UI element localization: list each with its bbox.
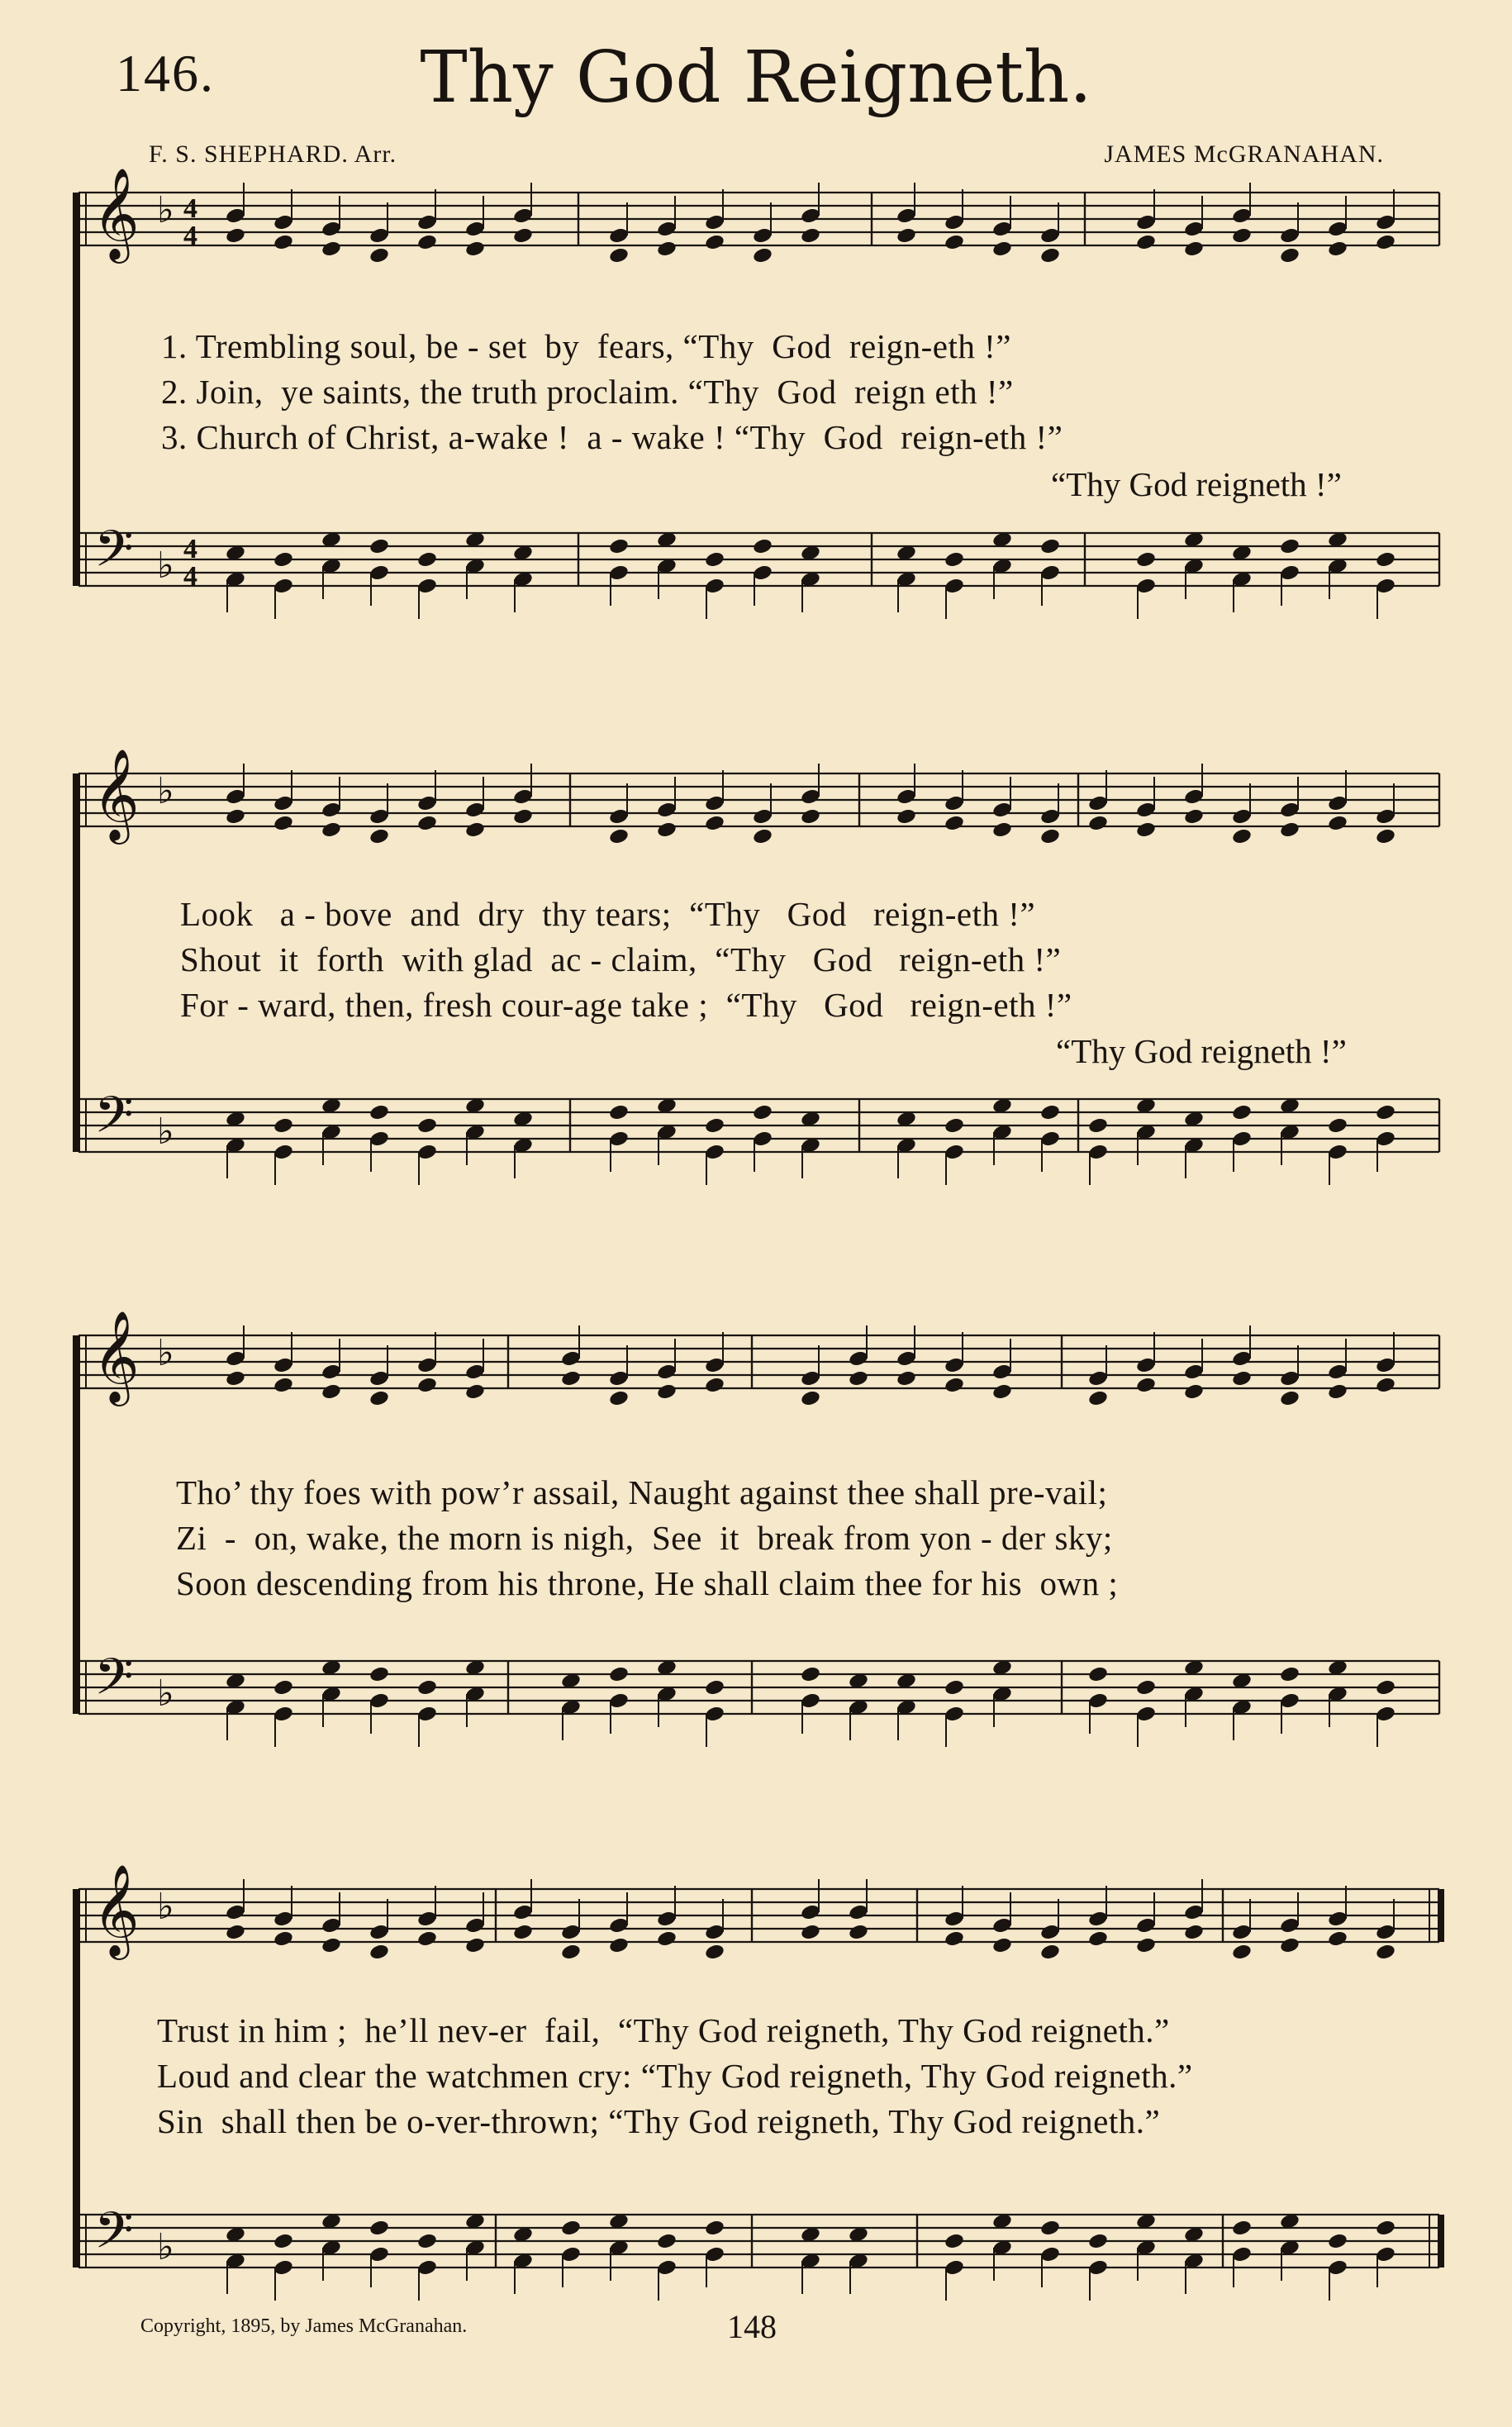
bass-clef: 𝄢 bbox=[94, 2201, 134, 2272]
note-head bbox=[1327, 240, 1348, 258]
verse-2-line: 2. Join, ye saints, the truth proclaim. “Thy God reign eth !” bbox=[161, 373, 1014, 411]
note-head bbox=[944, 2232, 965, 2250]
refrain-text: “Thy God reigneth !” bbox=[1051, 465, 1342, 503]
note-head bbox=[225, 1369, 246, 1387]
system-bracket bbox=[73, 1335, 80, 1714]
note-head bbox=[1135, 821, 1157, 839]
note-head bbox=[800, 1389, 821, 1407]
note-head bbox=[273, 1930, 294, 1948]
note-head bbox=[368, 1943, 390, 1961]
note-head bbox=[1231, 1103, 1253, 1121]
flat-sign: ♭ bbox=[157, 2226, 174, 2268]
system-bracket bbox=[73, 193, 80, 586]
note-head bbox=[704, 1116, 725, 1135]
note-head bbox=[1039, 1943, 1061, 1961]
note-head bbox=[225, 226, 246, 245]
note-head bbox=[416, 1376, 438, 1394]
note-head bbox=[1279, 821, 1300, 839]
note-head bbox=[704, 1943, 725, 1961]
system-bracket bbox=[73, 1889, 80, 2268]
note-head bbox=[321, 240, 342, 258]
note-head bbox=[1087, 1116, 1109, 1135]
bass-clef: 𝄢 bbox=[94, 1086, 134, 1157]
note-head bbox=[273, 814, 294, 832]
flat-sign: ♭ bbox=[157, 189, 174, 231]
note-head bbox=[1087, 1389, 1109, 1407]
note-head bbox=[1087, 1665, 1109, 1683]
note-head bbox=[991, 1382, 1013, 1401]
note-head bbox=[1279, 1936, 1300, 1954]
note-head bbox=[1375, 233, 1396, 251]
note-head bbox=[608, 1103, 630, 1121]
treble-clef: 𝄞 bbox=[93, 1310, 140, 1402]
note-head bbox=[273, 1678, 294, 1697]
note-head bbox=[1375, 1103, 1396, 1121]
note-head bbox=[1135, 233, 1157, 251]
note-head bbox=[1039, 2219, 1061, 2237]
note-head bbox=[1327, 814, 1348, 832]
note-head bbox=[1327, 1382, 1348, 1401]
note-head bbox=[1327, 2232, 1348, 2250]
note-head bbox=[1231, 2219, 1253, 2237]
note-head bbox=[273, 550, 294, 569]
verse-2-line: Shout it forth with glad ac - claim, “Thy God reign-eth !” bbox=[180, 940, 1062, 978]
note-head bbox=[704, 1678, 725, 1697]
note-head bbox=[944, 1116, 965, 1135]
note-head bbox=[944, 233, 965, 251]
note-head bbox=[1039, 1103, 1061, 1121]
note-head bbox=[368, 1103, 390, 1121]
note-head bbox=[896, 807, 917, 826]
note-head bbox=[1039, 537, 1061, 555]
note-head bbox=[225, 807, 246, 826]
bass-clef: 𝄢 bbox=[94, 520, 134, 591]
note-head bbox=[656, 821, 678, 839]
note-head bbox=[752, 246, 773, 264]
note-head bbox=[1231, 1943, 1253, 1961]
note-head bbox=[752, 537, 773, 555]
note-head bbox=[1135, 1936, 1157, 1954]
note-head bbox=[752, 827, 773, 845]
note-head bbox=[1183, 1382, 1205, 1401]
note-head bbox=[944, 814, 965, 832]
treble-clef: 𝄞 bbox=[93, 1863, 140, 1956]
note-head bbox=[321, 1382, 342, 1401]
treble-clef: 𝄞 bbox=[93, 748, 140, 840]
note-head bbox=[1231, 827, 1253, 845]
note-head bbox=[416, 1116, 438, 1135]
time-signature-bottom: 4 bbox=[183, 561, 197, 592]
note-head bbox=[416, 1930, 438, 1948]
words-credit: F. S. SHEPHARD. Arr. bbox=[149, 140, 397, 168]
verse-3-line: Sin shall then be o-ver-thrown; “Thy God reigneth, Thy God reigneth.” bbox=[157, 2102, 1161, 2140]
note-head bbox=[416, 2232, 438, 2250]
note-head bbox=[1279, 246, 1300, 264]
note-head bbox=[1183, 807, 1205, 826]
note-head bbox=[944, 550, 965, 569]
verse-3-line: Soon descending from his throne, He shall claim thee for his own ; bbox=[176, 1564, 1119, 1602]
note-head bbox=[273, 1376, 294, 1394]
note-head bbox=[656, 2232, 678, 2250]
note-head bbox=[560, 1369, 582, 1387]
note-head bbox=[896, 1369, 917, 1387]
note-head bbox=[1327, 1116, 1348, 1135]
note-head bbox=[560, 2219, 582, 2237]
note-head bbox=[1279, 1665, 1300, 1683]
flat-sign: ♭ bbox=[157, 770, 174, 812]
note-head bbox=[1279, 537, 1300, 555]
note-head bbox=[704, 2219, 725, 2237]
note-head bbox=[848, 1923, 869, 1941]
note-head bbox=[704, 550, 725, 569]
note-head bbox=[944, 1376, 965, 1394]
note-head bbox=[608, 1936, 630, 1954]
note-head bbox=[1375, 2219, 1396, 2237]
note-head bbox=[368, 246, 390, 264]
note-head bbox=[368, 1389, 390, 1407]
note-head bbox=[1375, 827, 1396, 845]
verse-3-line: For - ward, then, fresh cour-age take ; “Thy God reign-eth !” bbox=[180, 986, 1072, 1024]
copyright-notice: Copyright, 1895, by James McGranahan. bbox=[140, 2315, 468, 2337]
note-head bbox=[416, 1678, 438, 1697]
verse-3-line: 3. Church of Christ, a-wake ! a - wake ! “Thy God reign-eth !” bbox=[161, 418, 1063, 456]
verse-1-line: Look a - bove and dry thy tears; “Thy God reign-eth !” bbox=[180, 895, 1036, 933]
note-head bbox=[800, 1923, 821, 1941]
note-head bbox=[1039, 827, 1061, 845]
note-head bbox=[1327, 1930, 1348, 1948]
hymn-title: Thy God Reigneth. bbox=[420, 36, 1092, 119]
note-head bbox=[704, 1376, 725, 1394]
note-head bbox=[608, 1389, 630, 1407]
flat-sign: ♭ bbox=[157, 545, 174, 587]
note-head bbox=[1279, 1389, 1300, 1407]
note-head bbox=[321, 1936, 342, 1954]
note-head bbox=[656, 1930, 678, 1948]
note-head bbox=[1087, 2232, 1109, 2250]
time-signature-top: 4 bbox=[183, 534, 197, 564]
music-credit: JAMES McGRANAHAN. bbox=[1104, 140, 1384, 168]
note-head bbox=[464, 1382, 486, 1401]
note-head bbox=[1183, 1923, 1205, 1941]
note-head bbox=[656, 1382, 678, 1401]
note-head bbox=[368, 537, 390, 555]
note-head bbox=[273, 2232, 294, 2250]
treble-clef: 𝄞 bbox=[93, 167, 140, 259]
note-head bbox=[656, 240, 678, 258]
note-head bbox=[800, 1665, 821, 1683]
note-head bbox=[991, 1936, 1013, 1954]
note-head bbox=[368, 827, 390, 845]
verse-2-line: Loud and clear the watchmen cry: “Thy God reigneth, Thy God reigneth.” bbox=[157, 2057, 1193, 2095]
refrain-text: “Thy God reigneth !” bbox=[1056, 1032, 1347, 1070]
note-head bbox=[560, 1943, 582, 1961]
note-head bbox=[1135, 1678, 1157, 1697]
time-signature-bottom: 4 bbox=[183, 221, 197, 251]
note-head bbox=[1375, 1943, 1396, 1961]
verse-1-line: Trust in him ; he’ll nev-er fail, “Thy God reigneth, Thy God reigneth.” bbox=[157, 2011, 1170, 2049]
note-head bbox=[944, 1930, 965, 1948]
note-head bbox=[1183, 240, 1205, 258]
system-bracket bbox=[73, 773, 80, 1152]
note-head bbox=[273, 233, 294, 251]
note-head bbox=[800, 807, 821, 826]
note-head bbox=[1135, 550, 1157, 569]
note-head bbox=[944, 1678, 965, 1697]
note-head bbox=[464, 821, 486, 839]
note-head bbox=[416, 233, 438, 251]
note-head bbox=[752, 1103, 773, 1121]
note-head bbox=[368, 2219, 390, 2237]
note-head bbox=[1087, 1930, 1109, 1948]
flat-sign: ♭ bbox=[157, 1332, 174, 1374]
flat-sign: ♭ bbox=[157, 1673, 174, 1715]
note-head bbox=[608, 827, 630, 845]
flat-sign: ♭ bbox=[157, 1111, 174, 1153]
note-head bbox=[704, 814, 725, 832]
verse-1-line: Tho’ thy foes with pow’r assail, Naught against thee shall pre-vail; bbox=[176, 1473, 1108, 1511]
note-head bbox=[512, 1923, 534, 1941]
note-head bbox=[1375, 1376, 1396, 1394]
verse-1-line: 1. Trembling soul, be - set by fears, “Thy God reign-eth !” bbox=[161, 327, 1011, 365]
note-head bbox=[273, 1116, 294, 1135]
hymn-number: 146. bbox=[116, 44, 215, 102]
note-head bbox=[991, 821, 1013, 839]
final-barline bbox=[1438, 2215, 1444, 2268]
note-head bbox=[416, 550, 438, 569]
note-head bbox=[1039, 246, 1061, 264]
note-head bbox=[512, 226, 534, 245]
note-head bbox=[991, 240, 1013, 258]
note-head bbox=[848, 1369, 869, 1387]
note-head bbox=[416, 814, 438, 832]
note-head bbox=[608, 246, 630, 264]
note-head bbox=[608, 537, 630, 555]
note-head bbox=[1231, 1369, 1253, 1387]
note-head bbox=[1375, 1678, 1396, 1697]
note-head bbox=[464, 1936, 486, 1954]
bass-clef: 𝄢 bbox=[94, 1648, 134, 1719]
note-head bbox=[704, 233, 725, 251]
note-head bbox=[800, 226, 821, 245]
final-barline bbox=[1438, 1889, 1444, 1942]
note-head bbox=[368, 1665, 390, 1683]
note-head bbox=[464, 240, 486, 258]
note-head bbox=[321, 821, 342, 839]
verse-2-line: Zi - on, wake, the morn is nigh, See it break from yon - der sky; bbox=[176, 1519, 1113, 1557]
note-head bbox=[1087, 814, 1109, 832]
note-head bbox=[1135, 1376, 1157, 1394]
flat-sign: ♭ bbox=[157, 1886, 174, 1928]
note-head bbox=[512, 807, 534, 826]
page-number: 148 bbox=[727, 2308, 777, 2345]
note-head bbox=[608, 1665, 630, 1683]
note-head bbox=[225, 1923, 246, 1941]
note-head bbox=[1375, 550, 1396, 569]
note-head bbox=[1231, 226, 1253, 245]
time-signature-top: 4 bbox=[183, 193, 197, 224]
note-head bbox=[896, 226, 917, 245]
